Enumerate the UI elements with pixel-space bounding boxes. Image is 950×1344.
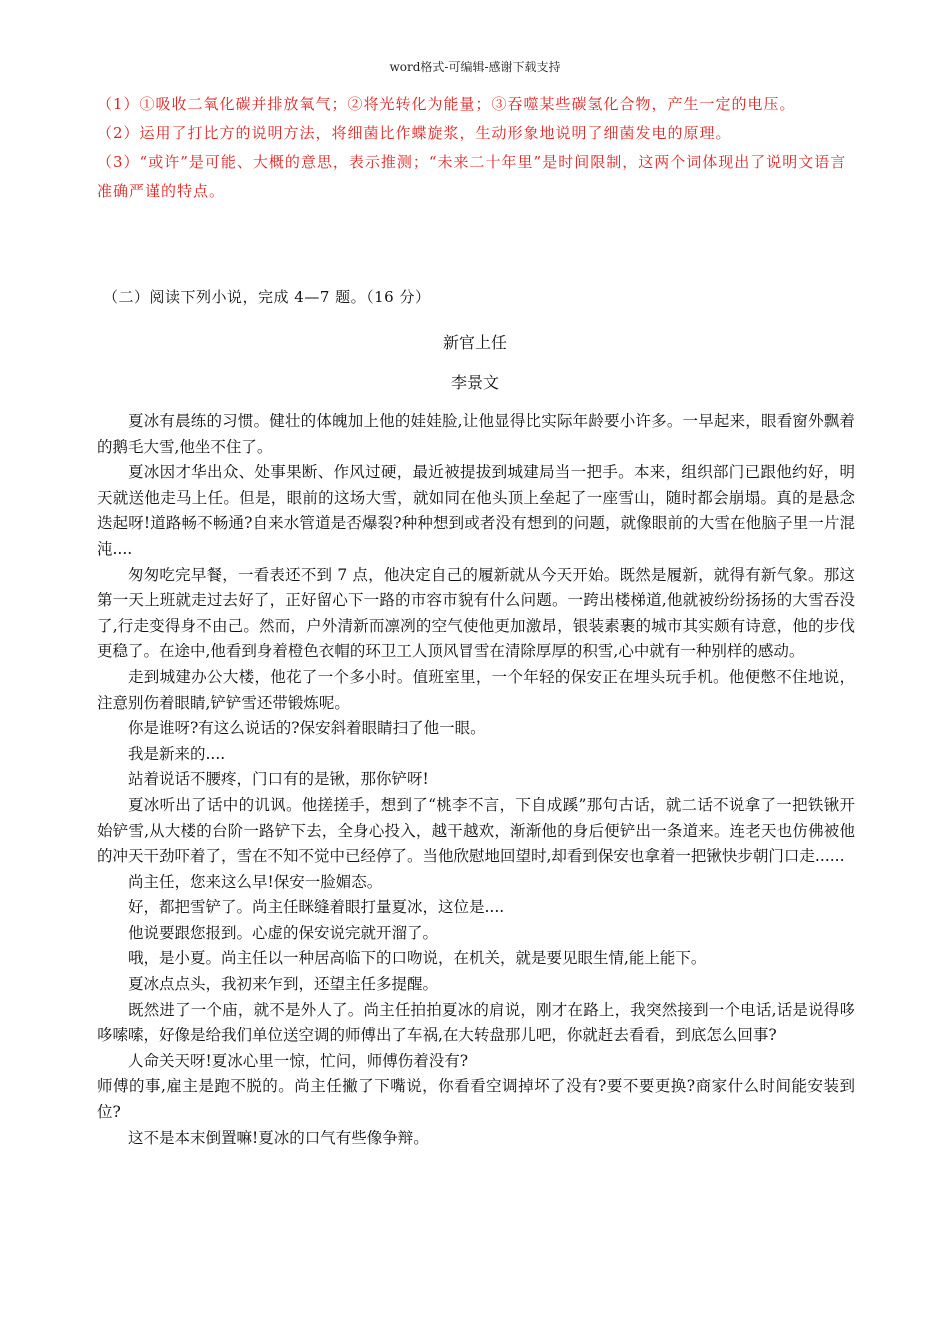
- story-paragraph: 夏冰有晨练的习惯。健壮的体魄加上他的娃娃脸,让他显得比实际年龄要小许多。一早起来，眼看窗外飘着的鹅毛大雪,他坐不住了。: [97, 412, 855, 456]
- story-paragraph: 夏冰因才华出众、处事果断、作风过硬，最近被提拔到城建局当一把手。本来，组织部门已跟他约好，明天就送他走马上任。但是，眼前的这场大雪，就如同在他头顶上垒起了一座雪山，随时都会崩塌。真的是悬念迭起呀!道路畅不畅通?自来水管道是否爆裂?种种想到或者没有想到的问题，就像眼前的大雪在他脑子里一片混沌....: [97, 463, 855, 558]
- story-paragraph: 站着说话不腰疼，门口有的是锹，那你铲呀!: [128, 770, 429, 789]
- story-paragraph: 哦，是小夏。尚主任以一种居高临下的口吻说，在机关，就是要见眼生情,能上能下。: [128, 949, 707, 968]
- answer-2: （2）运用了打比方的说明方法，将细菌比作蝶旋浆，生动形象地说明了细菌发电的原理。: [97, 124, 732, 142]
- story-author: 李景文: [450, 373, 499, 392]
- story-paragraph: 我是新来的....: [128, 744, 226, 763]
- story-paragraph: 尚主任，您来这么早!保安一脸媚态。: [128, 872, 383, 891]
- story-paragraph: 这不是本末倒置嘛!夏冰的口气有些像争辩。: [128, 1128, 429, 1147]
- story-paragraph: 师傅的事,雇主是跑不脱的。尚主任撇了下嘴说，你看看空调掉坏了没有?要不要更换?商家什么时间能安装到位?: [97, 1077, 855, 1122]
- answer-1: （1）①吸收二氧化碳并排放氧气；②将光转化为能量；③吞噬某些碳氢化合物，产生一定的电压。: [97, 95, 796, 113]
- story-paragraph: 匆匆吃完早餐，一看表还不到 7 点，他决定自己的履新就从今天开始。既然是履新，就得有新气象。那这第一天上班就走过去好了，正好留心下一路的市容市貌有什么问题。一跨出楼梯道,他就被纷纷扬扬的大雪吞没了,行走变得身不由己。然而，户外清新而凛冽的空气使他更加激昂，银装素裹的城市其实颇有诗意，他的步伐更稳了。在途中,他看到身着橙色衣帽的环卫工人顶风冒雪在清除厚厚的积雪,心中就有一种别样的感动。: [97, 565, 855, 661]
- answer-3: （3）“或许”是可能、大概的意思，表示推测；“未来二十年里”是时间限制，这两个词体现出了说明文语言准确严谨的特点。: [97, 153, 847, 200]
- story-body: [97, 409, 855, 1151]
- answer-section: [97, 90, 857, 206]
- story-paragraph: 走到城建办公大楼，他花了一个多小时。值班室里，一个年轻的保安正在埋头玩手机。他便憋不住地说，注意别伤着眼睛,铲铲雪还带锻炼呢。: [97, 667, 855, 712]
- story-paragraph: 好，都把雪铲了。尚主任眯缝着眼打量夏冰，这位是....: [128, 898, 505, 917]
- story-paragraph: 夏冰听出了话中的讥讽。他搓搓手，想到了“桃李不言，下自成蹊”那句古话，就二话不说拿了一把铁锹开始铲雪,从大楼的台阶一路铲下去，全身心投入，越干越欢，渐渐他的身后便铲出一条道来。连老天也仿佛被他的冲天干劲吓着了，雪在不知不觉中已经停了。当他欣慰地回望时,却看到保安也拿着一把锹快步朝门口走......: [97, 795, 855, 866]
- story-paragraph: 人命关天呀!夏冰心里一惊，忙问，师傅伤着没有?: [128, 1051, 469, 1070]
- section-heading: （二）阅读下列小说，完成 4—7 题。（16 分）: [103, 288, 431, 306]
- story-paragraph: 他说要跟您报到。心虚的保安说完就开溜了。: [128, 923, 439, 942]
- story-paragraph: 既然进了一个庙，就不是外人了。尚主任拍拍夏冰的肩说，刚才在路上，我突然接到一个电话,话是说得哆哆嗦嗦，好像是给我们单位送空调的师傅出了车祸,在大转盘那儿吧，你就赶去看看，到底怎么回事?: [97, 1000, 855, 1045]
- story-paragraph: 夏冰点点头，我初来乍到，还望主任多提醒。: [128, 975, 439, 994]
- story-title: 新官上任: [442, 333, 507, 352]
- page-header: word格式-可编辑-感谢下载支持: [389, 60, 561, 74]
- story-paragraph: 你是谁呀?有这么说话的?保安斜着眼睛扫了他一眼。: [128, 719, 486, 738]
